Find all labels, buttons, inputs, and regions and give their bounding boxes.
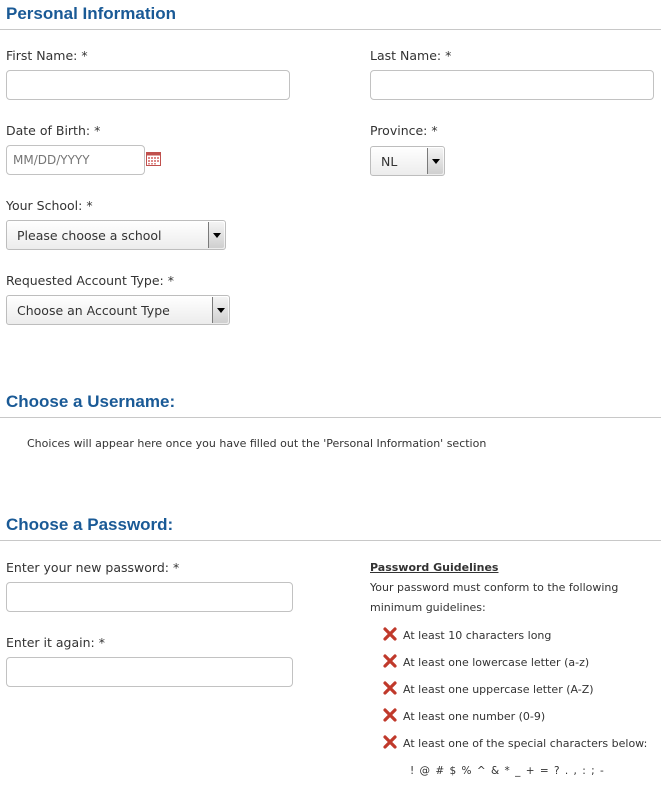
password-rule-item [383, 681, 594, 696]
school-select[interactable] [6, 220, 226, 250]
password-guidelines-title: Password Guidelines [370, 561, 499, 574]
password-guidelines-intro: minimum guidelines: [370, 601, 486, 614]
password-guidelines-intro: Your password must conform to the following [370, 581, 619, 594]
section-divider [0, 417, 661, 418]
account-type-select[interactable] [6, 295, 230, 325]
account-type-selected-value: Choose an Account Type [17, 303, 170, 318]
first-name-label: First Name: * [6, 48, 88, 63]
section-title-password: Choose a Password: [6, 515, 174, 534]
province-selected-value: NL [381, 154, 398, 169]
section-divider [0, 29, 661, 30]
date-of-birth-input[interactable] [6, 145, 145, 175]
chevron-down-icon[interactable] [212, 297, 228, 323]
special-characters-list: ! @ # $ % ^ & * _ + = ? . , : ; - [410, 765, 605, 777]
fail-x-icon [383, 654, 397, 668]
password-rule-text: At least 10 characters long [403, 629, 552, 642]
account-type-label: Requested Account Type: * [6, 273, 174, 288]
chevron-down-icon[interactable] [208, 222, 224, 248]
chevron-down-icon[interactable] [427, 148, 443, 174]
last-name-label: Last Name: * [370, 48, 452, 63]
password-rule-item [383, 708, 545, 723]
password-rule-item [383, 735, 647, 750]
password-rule-item [383, 627, 551, 642]
fail-x-icon [383, 708, 397, 722]
password-rule-text: At least one number (0-9) [403, 710, 546, 723]
confirm-password-input[interactable] [6, 657, 293, 687]
province-label: Province: * [370, 123, 438, 138]
password-rule-item [383, 654, 589, 669]
section-title-personal-information: Personal Information [6, 4, 177, 23]
section-title-username: Choose a Username: [6, 392, 176, 411]
calendar-icon[interactable] [146, 152, 161, 166]
first-name-input[interactable] [6, 70, 290, 100]
school-label: Your School: * [6, 198, 93, 213]
new-password-input[interactable] [6, 582, 293, 612]
province-select[interactable] [370, 146, 445, 176]
section-divider [0, 540, 661, 541]
password-rule-text: At least one of the special characters below: [403, 737, 648, 750]
school-selected-value: Please choose a school [17, 228, 162, 243]
password-rule-text: At least one lowercase letter (a-z) [403, 656, 590, 669]
confirm-password-label: Enter it again: * [6, 635, 105, 650]
date-of-birth-label: Date of Birth: * [6, 123, 101, 138]
fail-x-icon [383, 627, 397, 641]
new-password-label: Enter your new password: * [6, 560, 180, 575]
username-choices-note: Choices will appear here once you have filled out the 'Personal Information' section [27, 437, 487, 450]
fail-x-icon [383, 735, 397, 749]
last-name-input[interactable] [370, 70, 654, 100]
password-rule-text: At least one uppercase letter (A-Z) [403, 683, 594, 696]
fail-x-icon [383, 681, 397, 695]
